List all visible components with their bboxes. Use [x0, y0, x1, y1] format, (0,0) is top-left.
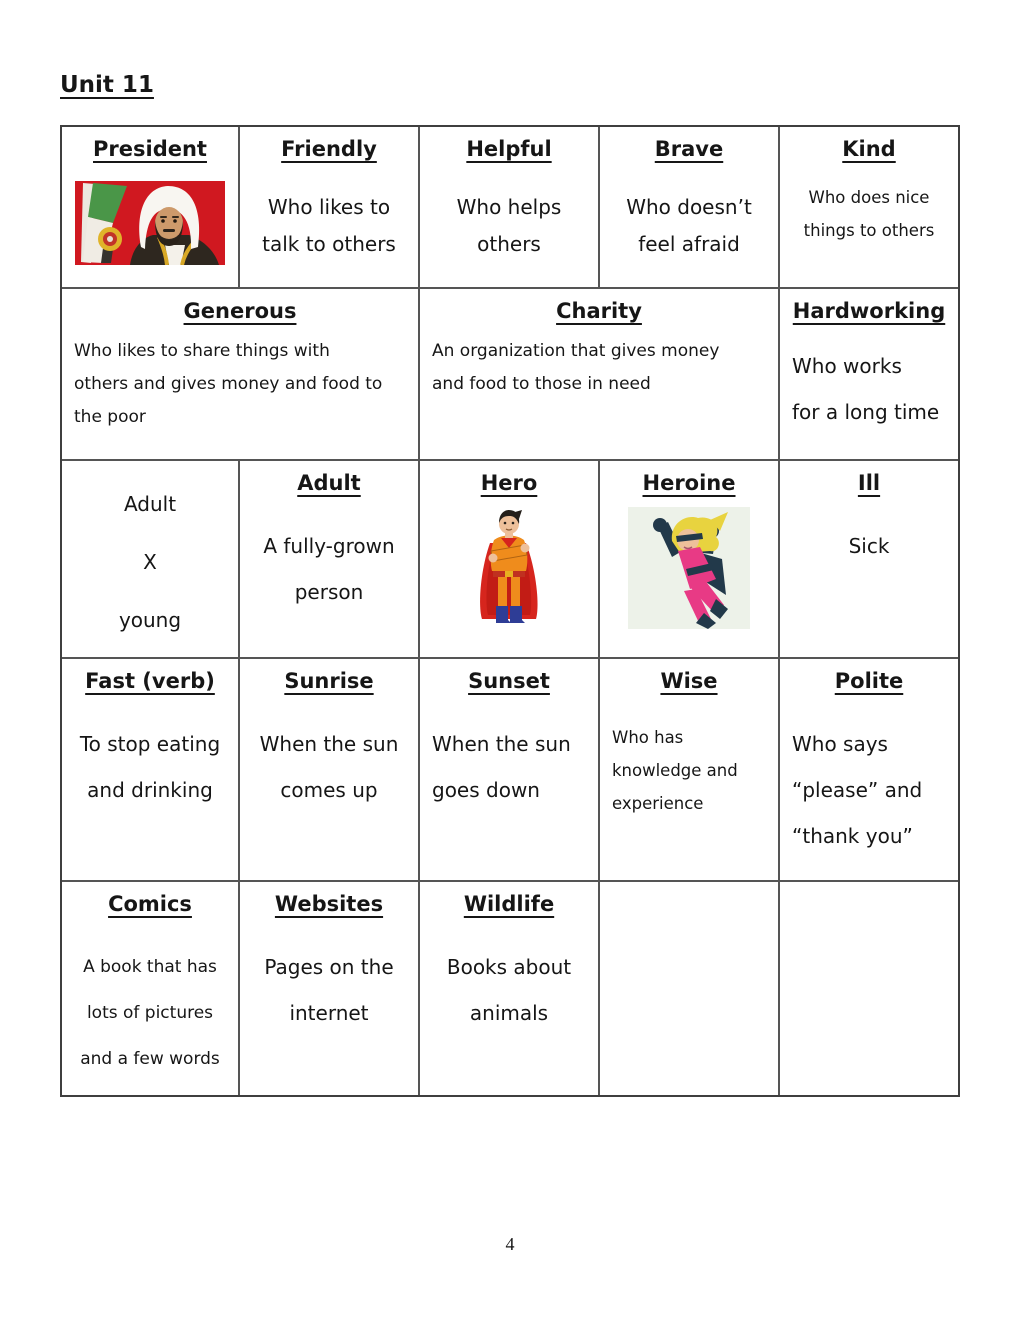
vocabulary-table — [60, 125, 960, 1097]
polite-title: Polite — [834, 669, 904, 693]
generous-title: Generous — [183, 299, 297, 323]
cell-helpful — [420, 127, 600, 289]
cell-generous — [62, 289, 420, 461]
charity-definition: An organization that gives money and food to those in need — [432, 341, 720, 394]
cell-fast — [62, 659, 240, 882]
cell-kind — [780, 127, 958, 289]
president-title: President — [93, 137, 207, 161]
cell-adult — [240, 461, 420, 659]
cell-charity — [420, 289, 780, 461]
cell-sunrise — [240, 659, 420, 882]
cell-friendly — [240, 127, 420, 289]
helpful-title: Helpful — [466, 137, 552, 161]
superhero-clipart — [420, 507, 598, 631]
unit-heading: Unit 11 — [60, 72, 154, 98]
empty-cell — [780, 882, 958, 1095]
cell-hardworking — [780, 289, 958, 461]
brave-title: Brave — [654, 137, 724, 161]
superheroine-clipart — [600, 507, 778, 629]
friendly-definition: Who likes to talk to others — [262, 195, 396, 256]
websites-definition: Pages on the internet — [264, 955, 394, 1025]
cell-ill — [780, 461, 958, 659]
cell-sunset — [420, 659, 600, 882]
empty-cell — [600, 882, 780, 1095]
polite-definition: Who says “please” and “thank you” — [792, 732, 923, 848]
cell-wise — [600, 659, 780, 882]
cell-hero — [420, 461, 600, 659]
wise-definition: Who has knowledge and experience — [612, 728, 738, 813]
hardworking-definition: Who works for a long time — [792, 354, 940, 424]
cell-president — [62, 127, 240, 289]
fast-definition: To stop eating and drinking — [79, 732, 221, 802]
cell-brave — [600, 127, 780, 289]
comics-definition: A book that has lots of pictures and a few words — [80, 957, 220, 1069]
helpful-definition: Who helps others — [456, 195, 562, 256]
cell-polite — [780, 659, 958, 882]
wildlife-definition: Books about animals — [446, 955, 572, 1025]
kind-definition: Who does nice things to others — [803, 188, 935, 240]
cell-wildlife — [420, 882, 600, 1095]
charity-title: Charity — [556, 299, 642, 323]
wise-title: Wise — [660, 669, 718, 693]
hero-title: Hero — [480, 471, 538, 495]
heroine-title: Heroine — [642, 471, 736, 495]
sunset-title: Sunset — [468, 669, 550, 693]
websites-title: Websites — [274, 892, 384, 916]
adult-definition: A fully-grown person — [263, 534, 395, 604]
ill-definition: Sick — [848, 534, 890, 558]
president-photo — [62, 181, 238, 265]
sunset-definition: When the sun goes down — [432, 732, 571, 802]
sunrise-definition: When the sun comes up — [259, 732, 399, 802]
adult-antonym-text: Adult X young — [118, 492, 182, 632]
sunrise-title: Sunrise — [284, 669, 374, 693]
comics-title: Comics — [108, 892, 192, 916]
cell-comics — [62, 882, 240, 1095]
generous-definition: Who likes to share things with others and gives money and food to the poor — [74, 341, 383, 427]
kind-title: Kind — [842, 137, 896, 161]
cell-heroine — [600, 461, 780, 659]
adult-title: Adult — [297, 471, 361, 495]
cell-websites — [240, 882, 420, 1095]
brave-definition: Who doesn’t feel afraid — [626, 195, 752, 256]
friendly-title: Friendly — [281, 137, 377, 161]
wildlife-title: Wildlife — [463, 892, 555, 916]
ill-title: Ill — [857, 471, 881, 495]
page-number: 4 — [505, 1234, 515, 1254]
cell-adult-antonym — [62, 461, 240, 659]
hardworking-title: Hardworking — [792, 299, 946, 323]
fast-title: Fast (verb) — [85, 669, 215, 693]
